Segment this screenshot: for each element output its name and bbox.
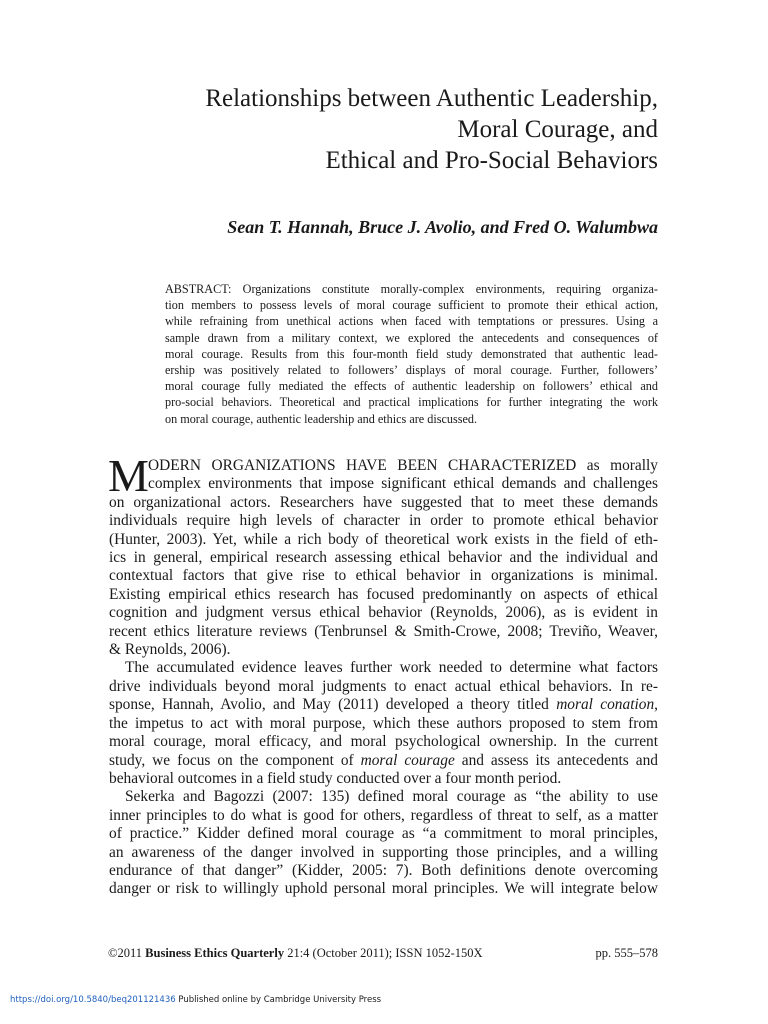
body-line: of practice.” Kidder defined moral courage as “a commitment to moral principles,	[109, 825, 658, 843]
body-line: danger or risk to willingly uphold personal moral principles. We will integrate below	[109, 880, 658, 898]
body-line: contextual factors that give rise to ethical behavior in organizations is minimal.	[109, 567, 658, 585]
body-text	[108, 450, 658, 899]
copyright-text: ©2011	[108, 946, 146, 960]
citation-line	[108, 945, 483, 961]
journal-name: Business Ethics Quarterly	[145, 946, 285, 960]
abstract-line: sample drawn from a military context, we explored the antecedents and consequences of	[165, 330, 658, 345]
body-line: drive individuals beyond moral judgments to enact actual ethical behaviors. In re-	[109, 677, 658, 695]
page-range: pp. 555–578	[595, 946, 658, 960]
body-line: ODERN ORGANIZATIONS HAVE BEEN CHARACTERIZED as morally	[148, 457, 658, 474]
body-line	[109, 696, 658, 714]
doi-link[interactable]: https://doi.org/10.5840/beq201121436	[10, 995, 176, 1005]
title-line-2: Moral Courage, and	[457, 116, 658, 143]
drop-cap: M	[108, 450, 149, 501]
body-line: complex environments that impose significant ethical demands and challenges	[148, 475, 658, 493]
author-list: Sean T. Hannah, Bruce J. Avolio, and Fred O. Walumbwa	[227, 217, 658, 237]
body-line: Sekerka and Bagozzi (2007: 135) defined moral courage as “the ability to use	[125, 788, 658, 806]
body-line: cognition and judgment versus ethical behavior (Reynolds, 2006), as is evident in	[109, 604, 658, 622]
abstract-line: ership was positively related to followers’ displays of moral courage. Further, followers’	[165, 363, 658, 378]
body-line: & Reynolds, 2006).	[109, 641, 231, 659]
body-line: endurance of that danger” (Kidder, 2005: 7). Both definitions denote overcoming	[109, 861, 658, 879]
title-line-1: Relationships between Authentic Leadership,	[205, 85, 658, 112]
body-line: the impetus to act with moral purpose, which these authors proposed to stem from	[109, 714, 658, 732]
issue-details: 21:4 (October 2011); ISSN 1052-150X	[284, 946, 483, 960]
text-run: ,	[654, 696, 658, 714]
abstract-line: moral courage fully mediated the effects of authentic leadership on followers’ ethical and	[165, 379, 658, 394]
body-line: ics in general, empirical research assessing ethical behavior and the individual and	[109, 549, 658, 567]
body-line: Existing empirical ethics research has focused predominantly on aspects of ethical	[109, 585, 658, 603]
doi-notice	[10, 994, 381, 1006]
emphasis-text: moral conation	[556, 696, 655, 714]
paper-title	[205, 83, 658, 176]
text-run: and assess its antecedents and	[454, 751, 658, 769]
abstract-line: while refraining from unethical actions when faced with temptations or pressures. Using a	[165, 314, 658, 329]
body-line: (Hunter, 2003). Yet, while a rich body of theoretical work exists in the field of eth-	[109, 530, 658, 548]
title-line-3: Ethical and Pro-Social Behaviors	[325, 147, 658, 174]
abstract-line: tion members to possess levels of moral courage sufficient to promote their ethical action,	[165, 298, 658, 313]
abstract-line: pro-social behaviors. Theoretical and practical implications for further integrating the work	[165, 395, 658, 410]
abstract-line: ABSTRACT: Organizations constitute morally-complex environments, requiring organiza-	[165, 282, 658, 296]
emphasis-text: moral courage	[360, 751, 455, 769]
publisher-notice: Published online by Cambridge University Press	[175, 995, 382, 1005]
body-line: individuals require high levels of character in order to promote ethical behavior	[109, 512, 658, 530]
paragraph-1	[108, 450, 658, 659]
body-line: behavioral outcomes in a field study conducted over a four month period.	[109, 769, 562, 787]
body-line: inner principles to do what is good for others, regardless of threat to self, as a matter	[109, 806, 658, 824]
body-line	[109, 752, 658, 770]
paragraph-2	[109, 659, 658, 788]
text-run: study, we focus on the component of	[109, 751, 361, 769]
abstract-line: moral courage. Results from this four-month field study demonstrated that authentic lead-	[165, 346, 658, 361]
body-line: moral courage, moral efficacy, and moral psychological ownership. In the current	[109, 733, 658, 751]
body-line: on organizational actors. Researchers have suggested that to meet these demands	[109, 493, 658, 511]
abstract	[165, 281, 658, 427]
text-run: sponse, Hannah, Avolio, and May (2011) developed a theory titled	[109, 696, 557, 714]
body-line: The accumulated evidence leaves further work needed to determine what factors	[125, 659, 658, 677]
paragraph-3	[109, 788, 658, 898]
body-line: recent ethics literature reviews (Tenbrunsel & Smith-Crowe, 2008; Treviño, Weaver,	[109, 622, 658, 640]
abstract-line: on moral courage, authentic leadership and ethics are discussed.	[165, 411, 478, 426]
body-line: an awareness of the danger involved in supporting those principles, and a willing	[109, 843, 658, 861]
